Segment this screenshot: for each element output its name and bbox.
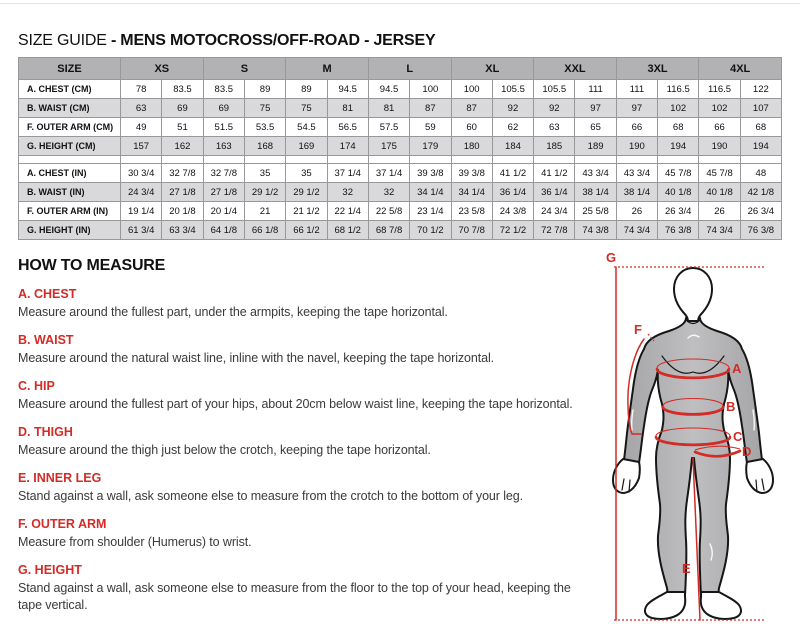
size-value-cell: 23 1/4 [410, 202, 451, 221]
measure-section [18, 563, 596, 614]
size-table-row [19, 183, 782, 202]
size-value-cell: 49 [121, 118, 162, 137]
right-foot-shape [701, 592, 741, 619]
size-value-cell: 111 [575, 80, 616, 99]
size-value-cell: 26 [699, 202, 740, 221]
body-diagram-svg [598, 242, 795, 638]
size-value-cell: 190 [699, 137, 740, 156]
size-value-cell: 59 [410, 118, 451, 137]
size-value-cell: 41 1/2 [492, 164, 533, 183]
size-value-cell: 21 [244, 202, 285, 221]
gap-cell [244, 156, 285, 164]
size-value-cell: 89 [286, 80, 327, 99]
diagram-label-a: A [732, 361, 742, 376]
page-title-prefix: SIZE GUIDE [18, 31, 111, 49]
table-gap-row [19, 156, 782, 164]
measure-section [18, 333, 596, 367]
size-value-cell: 62 [492, 118, 533, 137]
row-label: G. HEIGHT (IN) [19, 221, 121, 240]
size-value-cell: 56.5 [327, 118, 368, 137]
size-value-cell: 83.5 [162, 80, 203, 99]
gap-cell [451, 156, 492, 164]
size-value-cell: 20 1/8 [162, 202, 203, 221]
size-value-cell: 97 [616, 99, 657, 118]
size-value-cell: 32 7/8 [203, 164, 244, 183]
size-value-cell: 40 1/8 [658, 183, 699, 202]
diagram-label-e: E [682, 561, 691, 576]
size-value-cell: 51.5 [203, 118, 244, 137]
row-label: G. HEIGHT (CM) [19, 137, 121, 156]
size-value-cell: 94.5 [327, 80, 368, 99]
size-value-cell: 194 [658, 137, 699, 156]
size-value-cell: 26 [616, 202, 657, 221]
size-value-cell: 63 [534, 118, 575, 137]
size-value-cell: 116.5 [658, 80, 699, 99]
head-shape [674, 268, 712, 321]
size-value-cell: 22 1/4 [327, 202, 368, 221]
how-to-measure-title: HOW TO MEASURE [18, 257, 166, 274]
size-value-cell: 61 3/4 [121, 221, 162, 240]
row-label: F. OUTER ARM (IN) [19, 202, 121, 221]
size-table-row [19, 221, 782, 240]
size-value-cell: 60 [451, 118, 492, 137]
size-value-cell: 38 1/4 [616, 183, 657, 202]
diagram-label-g: G [606, 250, 617, 265]
left-hand-shape [613, 459, 640, 493]
size-table-row [19, 118, 782, 137]
size-value-cell: 163 [203, 137, 244, 156]
size-value-cell: 65 [575, 118, 616, 137]
measure-section-label: G. HEIGHT [18, 563, 82, 577]
measure-section-label: E. INNER LEG [18, 471, 102, 485]
size-value-cell: 35 [286, 164, 327, 183]
size-value-cell: 34 1/4 [451, 183, 492, 202]
col-header-4xl: 4XL [699, 58, 782, 80]
size-value-cell: 194 [740, 137, 781, 156]
size-value-cell: 162 [162, 137, 203, 156]
measure-section-text: Measure around the natural waist line, inline with the navel, keeping the tape horizontal. [18, 351, 495, 365]
measure-section-text: Measure around the fullest part, under the armpits, keeping the tape horizontal. [18, 305, 448, 319]
size-value-cell: 185 [534, 137, 575, 156]
size-value-cell: 81 [327, 99, 368, 118]
row-label: B. WAIST (CM) [19, 99, 121, 118]
size-value-cell: 74 3/4 [699, 221, 740, 240]
gap-cell [327, 156, 368, 164]
gap-cell [616, 156, 657, 164]
size-value-cell: 78 [121, 80, 162, 99]
measure-section-text: Measure around the thigh just below the crotch, keeping the tape horizontal. [18, 443, 431, 457]
row-label: F. OUTER ARM (CM) [19, 118, 121, 137]
row-label: B. WAIST (IN) [19, 183, 121, 202]
right-hand-shape [746, 459, 773, 493]
size-table-row [19, 202, 782, 221]
size-value-cell: 179 [410, 137, 451, 156]
size-value-cell: 43 3/4 [575, 164, 616, 183]
size-value-cell: 37 1/4 [368, 164, 409, 183]
size-value-cell: 87 [451, 99, 492, 118]
gap-cell [19, 156, 121, 164]
col-header-size: SIZE [19, 58, 121, 80]
diagram-label-c: C [733, 429, 743, 444]
size-table-row [19, 99, 782, 118]
size-value-cell: 26 3/4 [740, 202, 781, 221]
gap-cell [286, 156, 327, 164]
size-value-cell: 36 1/4 [492, 183, 533, 202]
size-value-cell: 39 3/8 [451, 164, 492, 183]
size-value-cell: 68 [740, 118, 781, 137]
size-value-cell: 38 1/4 [575, 183, 616, 202]
page-title-main: - MENS MOTOCROSS/OFF-ROAD - JERSEY [110, 31, 436, 49]
size-value-cell: 66 [699, 118, 740, 137]
measure-section [18, 379, 596, 413]
col-header-xl: XL [451, 58, 534, 80]
size-value-cell: 81 [368, 99, 409, 118]
size-value-cell: 75 [244, 99, 285, 118]
gap-cell [699, 156, 740, 164]
size-value-cell: 66 1/8 [244, 221, 285, 240]
size-value-cell: 66 1/2 [286, 221, 327, 240]
size-value-cell: 36 1/4 [534, 183, 575, 202]
size-value-cell: 34 1/4 [410, 183, 451, 202]
how-to-measure-section [18, 256, 596, 614]
size-value-cell: 48 [740, 164, 781, 183]
left-foot-shape [645, 592, 685, 619]
measure-sections-container [18, 287, 596, 614]
size-value-cell: 40 1/8 [699, 183, 740, 202]
size-value-cell: 174 [327, 137, 368, 156]
size-value-cell: 24 3/4 [121, 183, 162, 202]
col-header-l: L [368, 58, 451, 80]
measure-section-label: D. THIGH [18, 425, 73, 439]
size-value-cell: 189 [575, 137, 616, 156]
size-value-cell: 57.5 [368, 118, 409, 137]
size-value-cell: 30 3/4 [121, 164, 162, 183]
size-value-cell: 23 5/8 [451, 202, 492, 221]
size-value-cell: 32 [368, 183, 409, 202]
size-value-cell: 102 [699, 99, 740, 118]
size-value-cell: 92 [534, 99, 575, 118]
size-value-cell: 41 1/2 [534, 164, 575, 183]
measure-section [18, 425, 596, 459]
top-divider [0, 3, 800, 4]
measure-section [18, 517, 596, 551]
row-label: A. CHEST (CM) [19, 80, 121, 99]
size-value-cell: 51 [162, 118, 203, 137]
size-value-cell: 180 [451, 137, 492, 156]
size-value-cell: 68 1/2 [327, 221, 368, 240]
size-value-cell: 35 [244, 164, 285, 183]
size-value-cell: 32 [327, 183, 368, 202]
size-value-cell: 94.5 [368, 80, 409, 99]
size-value-cell: 39 3/8 [410, 164, 451, 183]
size-value-cell: 42 1/8 [740, 183, 781, 202]
size-value-cell: 75 [286, 99, 327, 118]
size-table-body [19, 80, 782, 240]
measure-section-text: Stand against a wall, ask someone else to measure from the floor to the top of your head, keeping the tape vertical. [18, 581, 571, 612]
measure-section-text: Measure around the fullest part of your hips, about 20cm below waist line, keeping the tape horizontal. [18, 397, 573, 411]
diagram-label-f: F [634, 322, 642, 337]
size-value-cell: 45 7/8 [658, 164, 699, 183]
size-value-cell: 92 [492, 99, 533, 118]
measure-section-text: Measure from shoulder (Humerus) to wrist. [18, 535, 252, 549]
size-value-cell: 69 [162, 99, 203, 118]
size-value-cell: 45 7/8 [699, 164, 740, 183]
size-value-cell: 22 5/8 [368, 202, 409, 221]
measure-section-label: A. CHEST [18, 287, 77, 301]
size-value-cell: 107 [740, 99, 781, 118]
size-value-cell: 184 [492, 137, 533, 156]
size-value-cell: 29 1/2 [286, 183, 327, 202]
gap-cell [121, 156, 162, 164]
col-header-s: S [203, 58, 286, 80]
size-value-cell: 68 [658, 118, 699, 137]
size-value-cell: 102 [658, 99, 699, 118]
page-title [18, 32, 435, 50]
size-table-row [19, 137, 782, 156]
size-value-cell: 53.5 [244, 118, 285, 137]
size-value-cell: 19 1/4 [121, 202, 162, 221]
col-header-3xl: 3XL [616, 58, 699, 80]
size-value-cell: 63 [121, 99, 162, 118]
size-value-cell: 169 [286, 137, 327, 156]
body-measurement-diagram [598, 242, 795, 638]
size-value-cell: 100 [410, 80, 451, 99]
size-value-cell: 74 3/8 [575, 221, 616, 240]
size-value-cell: 111 [616, 80, 657, 99]
gap-cell [575, 156, 616, 164]
col-header-xs: XS [121, 58, 204, 80]
size-value-cell: 24 3/8 [492, 202, 533, 221]
row-label: A. CHEST (IN) [19, 164, 121, 183]
size-value-cell: 70 7/8 [451, 221, 492, 240]
size-value-cell: 70 1/2 [410, 221, 451, 240]
measure-section-label: C. HIP [18, 379, 55, 393]
size-value-cell: 87 [410, 99, 451, 118]
size-value-cell: 74 3/4 [616, 221, 657, 240]
measure-section [18, 287, 596, 321]
size-value-cell: 105.5 [534, 80, 575, 99]
size-value-cell: 83.5 [203, 80, 244, 99]
size-value-cell: 168 [244, 137, 285, 156]
size-value-cell: 63 3/4 [162, 221, 203, 240]
size-value-cell: 25 5/8 [575, 202, 616, 221]
size-value-cell: 157 [121, 137, 162, 156]
size-value-cell: 29 1/2 [244, 183, 285, 202]
gap-cell [534, 156, 575, 164]
size-table-header-row [19, 58, 782, 80]
size-value-cell: 54.5 [286, 118, 327, 137]
size-value-cell: 97 [575, 99, 616, 118]
size-value-cell: 72 1/2 [492, 221, 533, 240]
size-value-cell: 100 [451, 80, 492, 99]
size-value-cell: 68 7/8 [368, 221, 409, 240]
size-value-cell: 76 3/8 [658, 221, 699, 240]
size-value-cell: 21 1/2 [286, 202, 327, 221]
size-value-cell: 20 1/4 [203, 202, 244, 221]
col-header-m: M [286, 58, 369, 80]
size-table-row [19, 80, 782, 99]
gap-cell [162, 156, 203, 164]
gap-cell [368, 156, 409, 164]
size-table-row [19, 164, 782, 183]
gap-cell [658, 156, 699, 164]
gap-cell [740, 156, 781, 164]
size-value-cell: 66 [616, 118, 657, 137]
size-value-cell: 72 7/8 [534, 221, 575, 240]
size-table [18, 57, 782, 240]
size-value-cell: 175 [368, 137, 409, 156]
diagram-label-d: D [742, 444, 752, 459]
measure-section-label: B. WAIST [18, 333, 74, 347]
size-value-cell: 76 3/8 [740, 221, 781, 240]
col-header-xxl: XXL [534, 58, 617, 80]
size-value-cell: 24 3/4 [534, 202, 575, 221]
size-value-cell: 190 [616, 137, 657, 156]
size-value-cell: 69 [203, 99, 244, 118]
size-value-cell: 64 1/8 [203, 221, 244, 240]
size-value-cell: 122 [740, 80, 781, 99]
measure-section [18, 471, 596, 505]
size-value-cell: 89 [244, 80, 285, 99]
measure-section-label: F. OUTER ARM [18, 517, 107, 531]
size-value-cell: 27 1/8 [203, 183, 244, 202]
size-value-cell: 37 1/4 [327, 164, 368, 183]
size-table-head [19, 58, 782, 80]
size-value-cell: 116.5 [699, 80, 740, 99]
size-value-cell: 43 3/4 [616, 164, 657, 183]
size-value-cell: 26 3/4 [658, 202, 699, 221]
size-value-cell: 105.5 [492, 80, 533, 99]
gap-cell [492, 156, 533, 164]
size-value-cell: 27 1/8 [162, 183, 203, 202]
diagram-label-b: B [726, 399, 736, 414]
size-value-cell: 32 7/8 [162, 164, 203, 183]
measure-section-text: Stand against a wall, ask someone else to measure from the crotch to the bottom of your leg. [18, 489, 523, 503]
gap-cell [410, 156, 451, 164]
gap-cell [203, 156, 244, 164]
